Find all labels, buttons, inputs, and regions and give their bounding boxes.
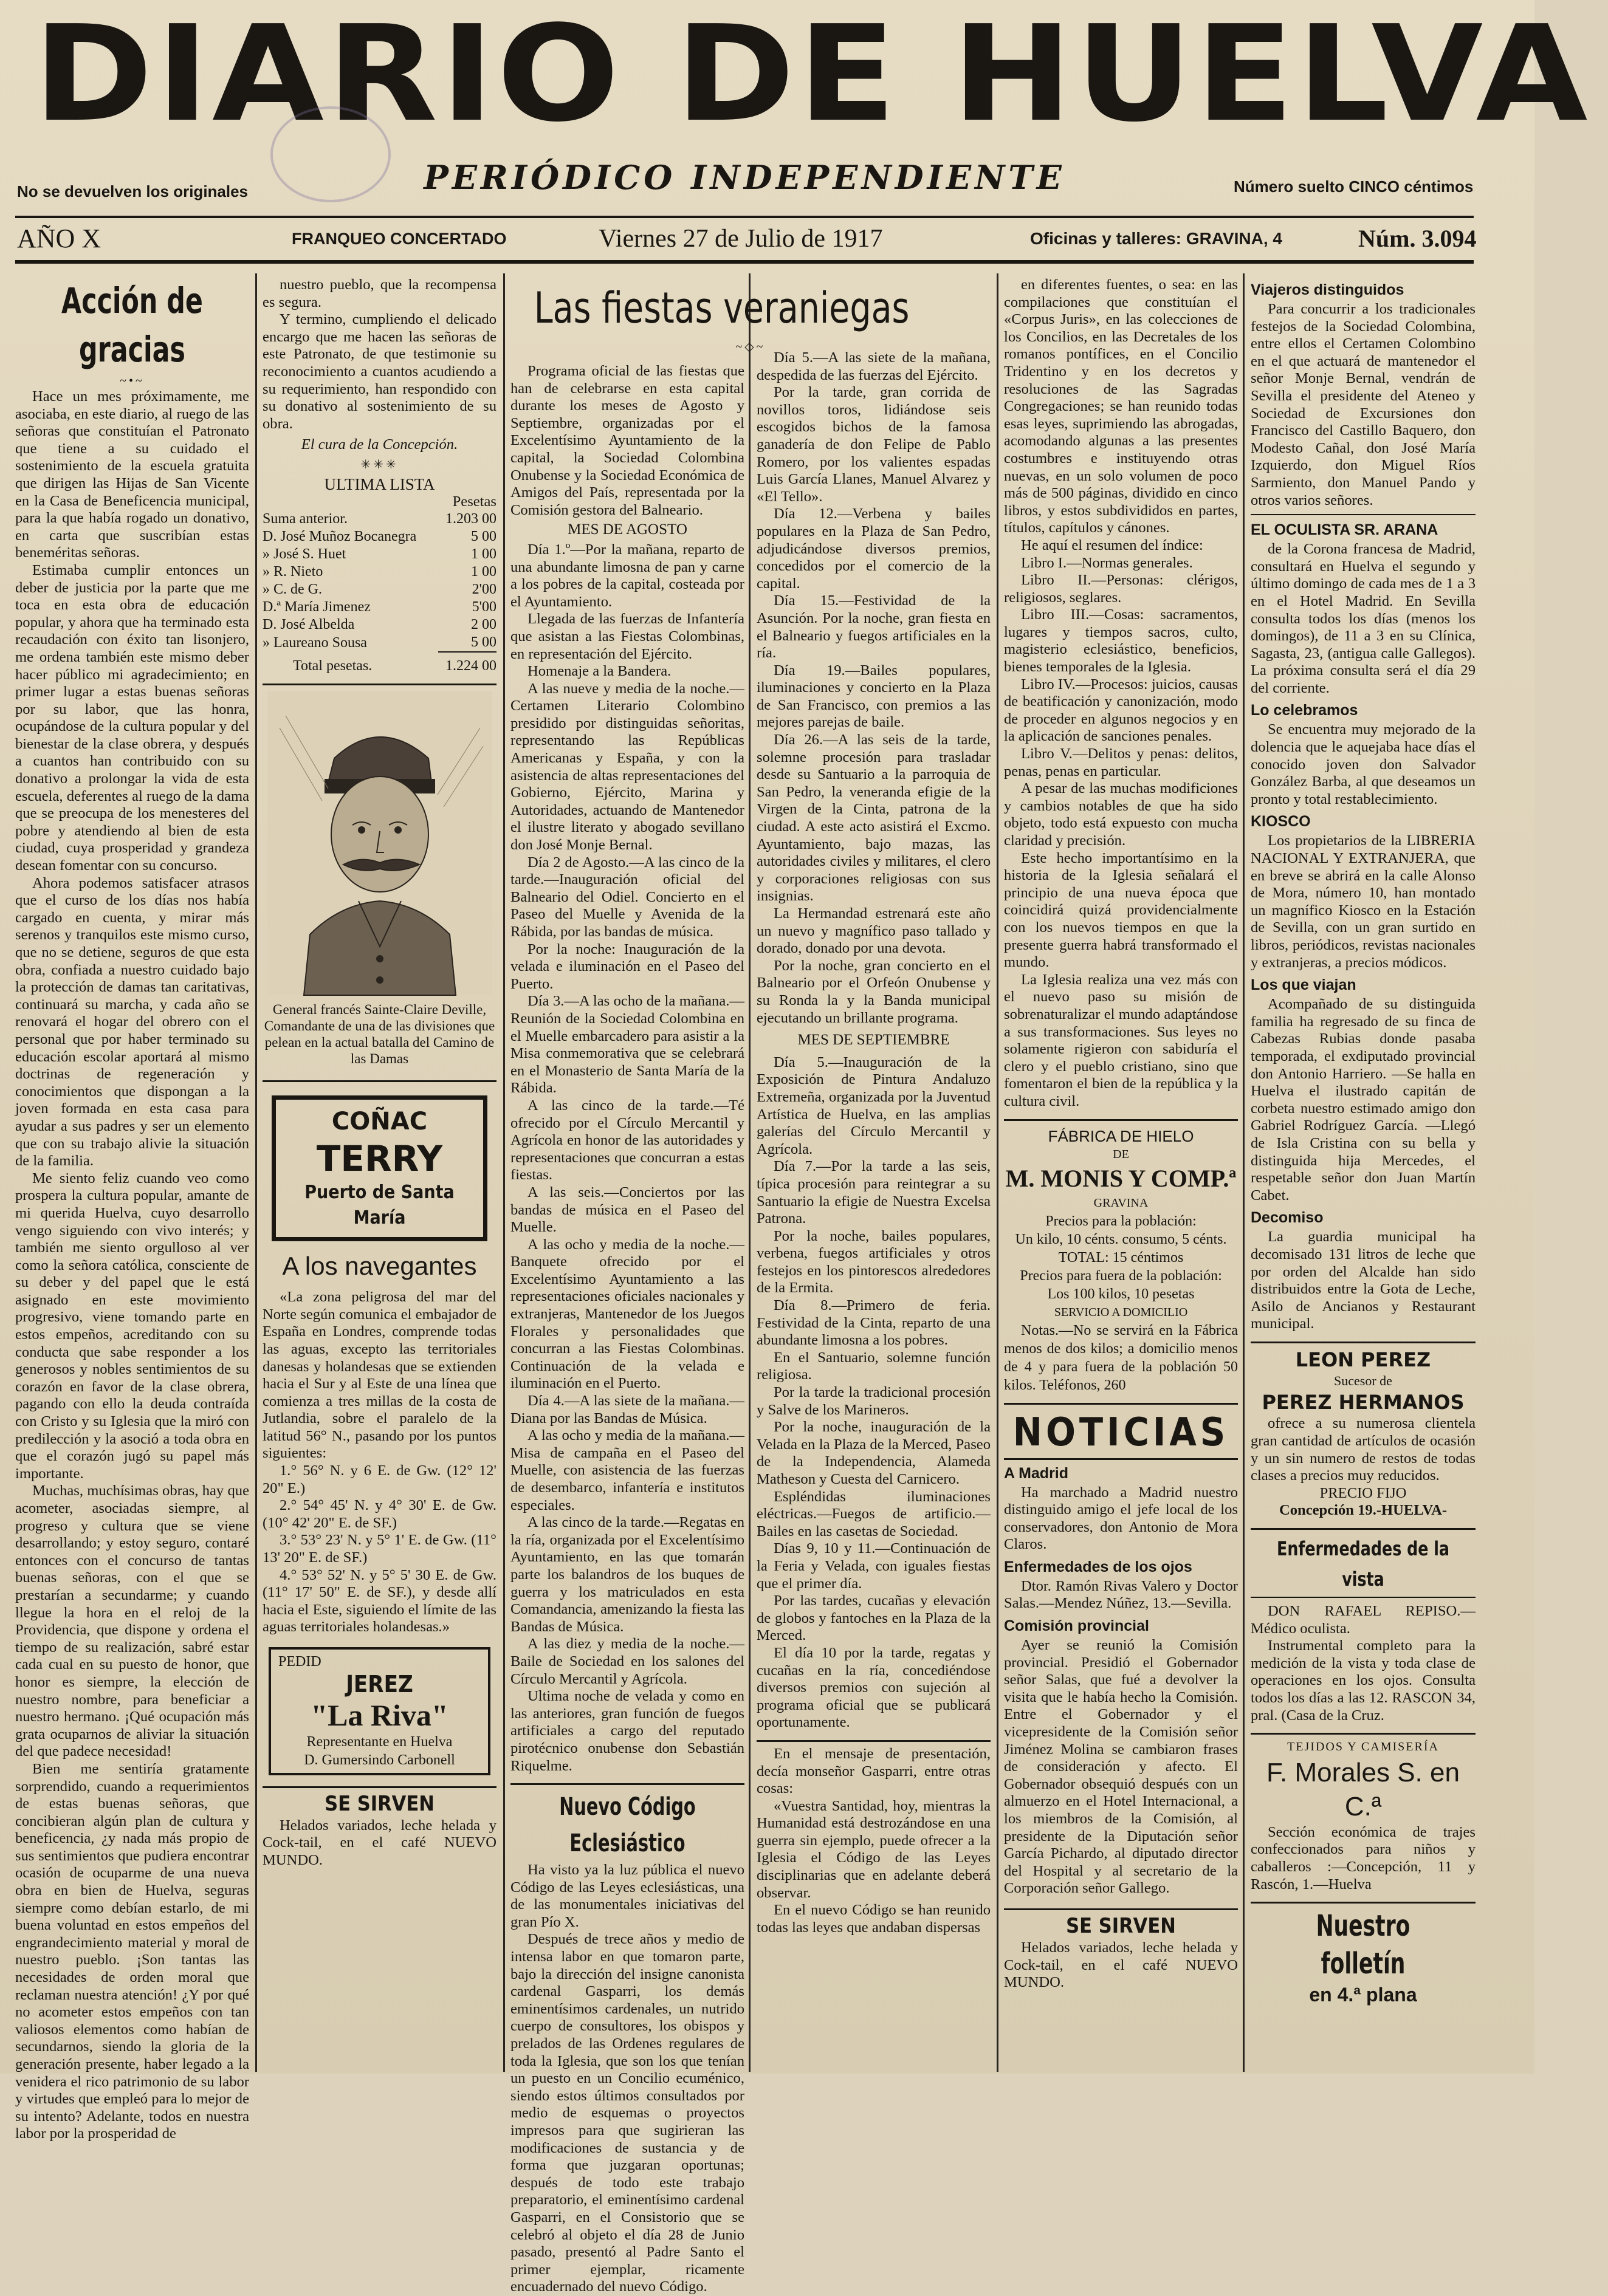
article-paragraph: Programa oficial de las fiestas que han de celebrarse en esta capital durante los meses de Agosto y Septiembre, organizadas por el Excelentísimo Ayuntamiento de la capital, la Sociedad Colombina Onubense y la Sociedad Económica de Amigos del País, representada por la Comisión gestora del Balneario.	[510, 363, 744, 518]
article-paragraph: «La zona peligrosa del mar del Norte según comunica el embajador de España en Londres, comprende todas las aguas, excepto las territoriales danesas y holandesas que se extienden hacia el Sur y al Este de una línea que comienza a tres millas de la costa de Jutlandia, sobre el paralelo de la latitud 56° N., pasando por los puntos siguientes:	[263, 1289, 496, 1462]
news-heading: Comisión provincial	[1004, 1617, 1149, 1635]
table-row	[263, 598, 496, 616]
total-label: Total pesetas.	[293, 657, 373, 674]
table-row	[263, 510, 496, 528]
ad-line: JEREZ	[346, 1670, 413, 1698]
coordinate-line: 1.° 56° N. y 6 E. de Gw. (12° 12' 20" E.)	[263, 1462, 496, 1496]
article-paragraph: Ahora podemos satisfacer atrasos que el curso de los días nos había cargado en cuenta, y mirar más serenos y tranquilos este mismo curso, que no se detiene, seguros de que esta obra, confiada a nuestro cuidado bajo la protección de damas tan caritativas, continuará su marcha, y cada año se renovará el hogar del obrero con el personal que por haber terminado su educación escolar aportará al mismo doctrinas de regeneración y conocimientos que dispongan a la joven formada en esta casa para ayudar a sus padres y ser un elemento que con su trabajo alivie la situación de la familia.	[15, 874, 249, 1170]
ad-line: Puerto de Santa María	[304, 1182, 455, 1229]
coordinate-line: 4.° 53° 52' N. y 5° 5' 30 E. de Gw. (11° 17' 50" E. de SF.), y desde allí hacia el Este, siguiendo el límite de las aguas territoriales holandesas.»	[263, 1566, 496, 1636]
news-text: de la Corona francesa de Madrid, consultará en Huelva el segundo y último domingo de cada mes de 1 a 3 en el Hotel Madrid. En Sevilla consulta todos los días (menos los domingos), de 11 a 3 en su Clínica, Sagasta, 23, (antigua calle Gallegos). La próxima consulta será el día 29 del corriente.	[1251, 541, 1476, 696]
article-paragraph: En el nuevo Código se han reunido todas las leyes que andaban dispersas	[757, 1902, 991, 1936]
article-paragraph: En el Santuario, solemne función religiosa.	[757, 1349, 991, 1383]
news-heading: Decomiso	[1251, 1209, 1324, 1227]
portrait-caption: General francés Sainte-Claire Deville, Comandante de una de las divisiones que pelean en la actual batalla del Camino de las Damas	[264, 1002, 495, 1067]
article-paragraph: La Iglesia realiza una vez más con el nuevo paso su misión de sobrenaturalizar el mundo adaptándose a sus transformaciones. Sus leyes no solamente rigieron con sabiduría el clero y el pueblo cristiano, sino que fomentaron el bien de la república y la cultura civil.	[1004, 971, 1238, 1109]
news-heading: Los que viajan	[1251, 976, 1356, 994]
ad-firm: PEREZ HERMANOS	[1262, 1391, 1465, 1414]
ad-firm: Nuestro folletín	[1316, 1909, 1410, 1981]
ad-line: Precios para fuera de la población:	[1020, 1267, 1222, 1284]
article-paragraph: A las seis.—Conciertos por las bandas de música en el Paseo del Muelle.	[510, 1184, 744, 1236]
ad-firm: M. MONIS Y COMP.ª	[1005, 1164, 1237, 1192]
column-2	[263, 276, 496, 1869]
ad-line: Instrumental completo para la medición de la vista y toda clase de operaciones en los ojos. Consulta todos los días a las 12. RASCON 34, pral. (Casa de la Cruz.	[1251, 1637, 1476, 1724]
table-row	[263, 563, 496, 581]
article-paragraph: El día 10 por la tarde, regatas y cucañas en la ría, concediéndose diversos premios con sujeción al programa oficial que se publicará oportunamente.	[757, 1644, 991, 1731]
news-text: Para concurrir a los tradicionales festejos de la Sociedad Colombina, entre ellos el Certamen Colombino en el que actuará de mantenedor el señor Monje Bernal, vendrán de Sevilla el presidente del Ateneo y Sociedad de Excursiones don Francisco del Castillo Baquero, don Modesto Cañal, don José María Izquierdo, don Miguel Ríos Sarmiento, don Manuel Pando y otros varios señores.	[1251, 301, 1476, 509]
article-paragraph: Libro V.—Delitos y penas: delitos, penas, penas en particular.	[1004, 745, 1238, 780]
article-paragraph: Día 4.—A las siete de la mañana.—Diana por las Bandas de Música.	[510, 1393, 744, 1427]
article-paragraph: Llegada de las fuerzas de Infantería que asistan a las Fiestas Colombinas, en representación del Ejército.	[510, 611, 744, 662]
ad-se-sirven-title: SE SIRVEN	[1066, 1913, 1176, 1938]
donor-amount: 1 00	[471, 546, 496, 563]
ad-se-sirven-text: Helados variados, leche helada y Cock-tail, en el café NUEVO MUNDO.	[263, 1817, 496, 1868]
article-paragraph: Día 7.—Por la tarde a las seis, típica procesión para reintegrar a su Santuario la efigie de Nuestra Excelsa Patrona.	[757, 1158, 991, 1227]
ad-line: GRAVINA	[1093, 1196, 1149, 1210]
article-paragraph: Libro II.—Personas: clérigos, religiosos, seglares.	[1004, 572, 1238, 606]
article-paragraph: Día 5.—Inauguración de la Exposición de Pintura Andaluzo Extremeña, organizada por la Juventud Artística de Huelva, en las amplias galerías del Círculo Mercantil y Agrícola.	[757, 1054, 991, 1157]
article-paragraph: Hace un mes próximamente, me asociaba, en este diario, al ruego de las señoras que constituían el Patronato que tiene a su cuidado el sostenimiento de la escuela gratuita que dirigen las Hijas de San Vicente en la Casa de Beneficencia municipal, para la que había rogado un donativo, en carta que suscribían estas beneméritas señoras.	[15, 388, 249, 561]
ad-line: PEDID	[278, 1654, 321, 1670]
headline-navegantes: A los navegantes	[282, 1252, 477, 1281]
column-1	[15, 276, 249, 2143]
coordinate-line: 3.° 53° 23' N. y 5° 1' E. de Gw. (11° 13' 20" E. de SF.)	[263, 1532, 496, 1566]
ad-fabrica-hielo	[1004, 1127, 1238, 1394]
masthead-title: DIARIO DE HUELVA	[33, 0, 1590, 151]
news-text: Los propietarios de la LIBRERIA NACIONAL Y EXTRANJERA, que en breve se abrirá en la calle Alonso de Mora, número 10, han montado un magnífico Kiosco en la Estación de Sevilla, con un gran surtido en libros, periódicos, revistas nacionales y extranjeras, a precios módicos.	[1251, 832, 1476, 971]
ad-line: Notas.—No se servirá en la Fábrica menos de dos kilos; a domicilio menos de 4 y para fuera de la población 50 kilos. Teléfonos, 260	[1004, 1322, 1238, 1393]
ad-leon-perez	[1251, 1347, 1476, 1520]
article-paragraph: Por las tardes, cucañas y elevación de globos y fantoches en la Plaza de la Merced.	[757, 1592, 991, 1644]
ad-line: ofrece a su numerosa clientela gran cantidad de artículos de ocasión y un sin numero de restos de todas clases a precios muy reducidos.	[1251, 1415, 1476, 1484]
ad-firm: F. Morales S. en C.ª	[1266, 1757, 1460, 1821]
article-paragraph: Por la noche, bailes populares, verbena, fuegos artificiales y otros festejos en los pintorescos alrededores de la Ermita.	[757, 1227, 991, 1297]
ad-line: FÁBRICA DE HIELO	[1048, 1126, 1194, 1145]
ad-conac-terry	[272, 1095, 487, 1241]
article-paragraph: Por la tarde la tradicional procesión y Salve de los Marineros.	[757, 1384, 991, 1418]
article-paragraph: Ultima noche de velada y como en las anteriores, gran función de fuegos artificiales a cargo del reputado pirotécnico onubense don Sebastián Riquelme.	[510, 1688, 744, 1774]
article-paragraph: A las ocho y media de la mañana.—Misa de campaña en el Paseo del Muelle, con asistencia de las fuerzas de desembarco, infantería e institutos especiales.	[510, 1427, 744, 1513]
table-row	[263, 616, 496, 634]
article-paragraph: Día 1.º—Por la mañana, reparto de una abundante limosna de pan y carne a los pobres de la capital, costeada por el Ayuntamiento.	[510, 541, 744, 610]
donor-name: Suma anterior.	[263, 511, 348, 527]
donor-amount: 5'00	[472, 599, 496, 615]
ad-brand: "La Riva"	[311, 1698, 448, 1732]
article-paragraph: «Vuestra Santidad, hoy, mientras la Humanidad está destrozándose en una guerra sin ejemplo, puede ofrecer a la Iglesia el Código de las Leyes disciplinarias que en adelante deberá observar.	[757, 1797, 991, 1901]
article-paragraph: He aquí el resumen del índice:	[1021, 536, 1203, 553]
table-row-total	[263, 652, 496, 675]
ad-line: Sucesor de	[1334, 1372, 1392, 1388]
donor-name: D. José Muñoz Bocanegra	[263, 529, 417, 545]
donor-name: » Laureano Sousa	[263, 634, 367, 651]
article-paragraph: A las ocho y media de la noche.—Banquete ofrecido por el Excelentísimo Ayuntamiento a las representaciones oficiales nacionales y extranjeras, Mantenedor de los Juegos Florales y personalidades que concurran a las Fiestas Colombinas. Continuación de la velada e iluminación en el Puerto.	[510, 1236, 744, 1392]
donor-amount: 1.203 00	[445, 511, 496, 527]
donor-name: » R. Nieto	[263, 564, 323, 580]
masthead-note-right: Número suelto CINCO céntimos	[1234, 177, 1474, 196]
postage-note: FRANQUEO CONCERTADO	[292, 230, 507, 248]
article-paragraph: Libro I.—Normas generales.	[1021, 554, 1193, 571]
column-4	[757, 349, 991, 1936]
table-row	[263, 546, 496, 563]
article-paragraph: Día 5.—A las siete de la mañana, despedida de las fuerzas del Ejército.	[757, 349, 991, 383]
article-paragraph: Me siento feliz cuando veo como prospera la cultura popular, amante de mi querida Huelva, cuyo desarrollo vengo siguiendo con vivo interés; y también me siento orgulloso al ver como la señora católica, consciente de su deber y del papel que le está asignado en este movimiento progresivo, viene tomando parte en estos empeños, acreditando con su conducta que sabe responder a los generosos y nobles sentimientos de su corazón en favor de la clase obrera, pagando con ello la deuda contraída con Cristo y su Iglesia que la miró con predilección y la asoció a toda obra en que el corazón jugó su papel más importante.	[15, 1170, 249, 1482]
news-heading: EL OCULISTA SR. ARANA	[1251, 521, 1438, 539]
donor-name: D.ª María Jimenez	[263, 599, 371, 615]
donation-currency: Pesetas	[452, 493, 496, 510]
column-rule	[997, 273, 998, 2072]
ad-line: Un kilo, 10 cénts. consumo, 5 cénts.	[1015, 1231, 1227, 1247]
masthead-rule-bottom	[15, 260, 1474, 264]
ad-line: Precios para la población:	[1045, 1213, 1197, 1229]
article-paragraph: Libro III.—Cosas: sacramentos, lugares y tiempos sacros, culto, magisterio eclesiástico, beneficios, bienes temporales de la Iglesia.	[1004, 606, 1238, 676]
ad-vista-title: Enfermedades de la vista	[1277, 1537, 1449, 1591]
donor-amount: 2'00	[472, 581, 496, 598]
news-text: Se encuentra muy mejorado de la dolencia que le aquejaba hace días el conocido joven don Salvador González Barba, al que deseamos un pronto y total restablecimiento.	[1251, 721, 1476, 807]
article-paragraph: Día 12.—Verbena y bailes populares en la Plaza de San Pedro, adjudicándose diversos premios, concedidos por el comercio de la capital.	[757, 505, 991, 592]
issue-year: AÑO X	[17, 224, 101, 253]
article-paragraph: Por la noche, inauguración de la Velada en la Plaza de la Merced, Paseo de la Independencia, Alameda Matheson y Cuesta del Carnicero.	[757, 1419, 991, 1487]
ad-line: COÑAC	[331, 1108, 428, 1136]
article-paragraph: en diferentes fuentes, o sea: en las compilaciones que constituían el «Corpus Juris», en las colecciones de los Concilios, en las Decretales de los romanos pontífices, en el Concilio Tridentino y en los decretos y resoluciones de las Sagradas Congregaciones; se han reunido todas esas leyes, suprimiendo las abrogadas, acomodando algunas a las presentes costumbres e instituyendo otras nuevas, en un solo volumen de poco más de 500 páginas, dividido en cinco libros, y estos subdivididos en partes, títulos, capítulos y cánones.	[1004, 276, 1238, 536]
article-paragraph: Libro IV.—Procesos: juicios, causas de beatificación y canonización, modo de proceder en algunos negocios y en la aplicación de sanciones penales.	[1004, 676, 1238, 745]
article-paragraph: Día 26.—A las seis de la tarde, solemne procesión para trasladar desde su Santuario a la parroquia de San Pedro, la veneranda efigie de la Virgen de la Cinta, patrona de la ciudad. A este acto asistirá el Excmo. Ayuntamiento, bajo mazas, las autoridades civiles y militares, el clero y corporaciones religiosas con sus insignias.	[757, 732, 991, 905]
headline-fiestas-veraniegas: Las fiestas veraniegas	[534, 283, 910, 333]
headline-codigo-eclesiastico: Nuevo Código Eclesiástico	[559, 1793, 696, 1858]
ornament: ~◇~	[735, 340, 766, 354]
article-paragraph: Ha visto ya la luz pública el nuevo Código de las Leyes eclesiásticas, una de las monumentales iniciativas del gran Pío X.	[510, 1862, 744, 1930]
donation-list-title: ULTIMA LISTA	[324, 475, 435, 493]
article-paragraph: Día 3.—A las ocho de la mañana.—Reunión de la Sociedad Colombina en el Muelle embarcadero para asistir a la Misa conmemorativa que se celebrará en el Monasterio de Santa María de la Rábida.	[510, 993, 744, 1097]
table-row	[263, 528, 496, 546]
article-paragraph: Estimaba cumplir entonces un deber de justicia por la parte que me toca en esta obra de educación popular, y ahora que ha terminado esta recaudación con éxito tan lisonjero, me ordena también este mismo deber hacer público mi agradecimiento; en primer lugar a estas buenas señoras por su labor, que las honra, ocupándose de la cultura popular y del bienestar de la clase obrera, y después a cuantos han contribuido con su donativo a prolongar la vida de esta escuela, deferentes al ruego de la dama que se preocupa de los menesteres del pobre y atendiendo al bien de esta ciudad, cuya prosperidad y grandeza desean fomentar con su concurso.	[15, 561, 249, 874]
ad-line: en 4.ª plana	[1309, 1984, 1417, 2006]
donor-amount: 1 00	[471, 564, 496, 580]
coordinate-line: 2.° 54° 45' N. y 4° 30' E. de Gw. (10° 42' 20" E. de SF.)	[263, 1497, 496, 1531]
news-text: Ha marchado a Madrid nuestro distinguido amigo el jefe local de los conservadores, don Antonio de Mora Claros.	[1004, 1484, 1238, 1553]
section-month-agosto: MES DE AGOSTO	[568, 521, 687, 538]
ad-line: DON RAFAEL REPISO.—Médico oculista.	[1251, 1603, 1476, 1637]
news-heading: A Madrid	[1004, 1464, 1069, 1482]
offices-address: Oficinas y talleres: GRAVINA, 4	[1030, 229, 1282, 248]
ornament: ~•~	[120, 374, 145, 388]
news-heading: Lo celebramos	[1251, 702, 1358, 719]
ad-se-sirven-text: Helados variados, leche helada y Cock-tail, en el café NUEVO MUNDO.	[1004, 1939, 1238, 1991]
donor-amount: 5 00	[471, 634, 496, 651]
issue-date: Viernes 27 de Julio de 1917	[599, 225, 883, 253]
column-5	[1004, 276, 1238, 1992]
news-text: Acompañado de su distinguida familia ha regresado de su finca de Cabezas Rubias donde pasaba temporada, el exdiputado provincial don Antonio Harriero. —Se halla en Huelva el ilustrado capitán de corbeta nuestro estimado amigo don Gabriel Rodríguez García. —Llegó de Isla Cristina con su bella y distinguida hija Mercedes, el respetable señor don Juan Martín Cabet.	[1251, 996, 1476, 1204]
masthead-subtitle: PERIÓDICO INDEPENDIENTE	[424, 158, 1065, 197]
column-rule	[1243, 273, 1245, 2072]
donor-name: » C. de G.	[263, 581, 322, 598]
article-paragraph: Este hecho importantísimo en la historia de la Iglesia señalará el principio de una nueva época que coincidirá quizá providencialmente con los nuevos tiempos en que la presente guerra habrá transformado el mundo.	[1004, 849, 1238, 971]
issue-number: Núm. 3.094	[1358, 225, 1477, 252]
ad-line: DE	[1113, 1147, 1129, 1161]
article-paragraph: A las diez y media de la noche.—Baile de Sociedad en los salones del Círculo Mercantil y Agrícola.	[510, 1636, 744, 1687]
ad-brand: TERRY	[316, 1138, 443, 1180]
article-paragraph: Muchas, muchísimas obras, hay que acometer, asociadas siempre, al progreso y cultura que se viene desarrollando; y estoy seguro, contaré entonces con el concurso de tantas buenas señoras, con el que se prestarían a secundarme; y cuando llegue la hora en el reloj de la Providencia, que dispone y ordena el tiempo de su realización, sabré estar cada cual en su puesto de honor, que honor es siempre, la elección de nuestro nombre, para beneficiar a nuestro hermano. ¡Qué ocupación más grata ocuparnos de aliviar la situación del que padece necesidad!	[15, 1482, 249, 1760]
article-paragraph: nuestro pueblo, que la recompensa es segura.	[263, 276, 496, 310]
article-paragraph: Por la noche: Inauguración de la velada e iluminación en el Paseo del Puerto.	[510, 941, 744, 992]
ad-line: SERVICIO A DOMICILIO	[1054, 1305, 1188, 1319]
ad-firm: LEON PEREZ	[1295, 1348, 1431, 1371]
headline-accion-gracias: Acción de gracias	[61, 280, 203, 370]
ad-line: D. Gumersindo Carbonell	[304, 1752, 455, 1768]
ad-se-sirven-title: SE SIRVEN	[325, 1791, 435, 1816]
column-rule	[749, 273, 751, 2072]
ad-line: Representante en Huelva	[306, 1733, 453, 1750]
ornament-stars: ✳✳✳	[360, 457, 399, 471]
news-text: Ayer se reunió la Comisión provincial. Presidió el Gobernador señor Salas, que fué a devolver la visita que le había hecho la Comisión. Entre el Gobernador y el vicepresidente de la Comisión señor Jiménez Molina se cambiaron frases de consideración y afecto. El Gobernador obsequió después con un almuerzo en el Hotel Internacional, a los miembros de la Comisión, al presidente de la Diputación señor García Pichardo, al diputado director del Hospital y al secretario de la Corporación señor Gallego.	[1004, 1637, 1238, 1897]
masthead-note-left: No se devuelven los originales	[17, 182, 249, 200]
section-month-septiembre: MES DE SEPTIEMBRE	[797, 1032, 950, 1049]
ad-line: PRECIO FIJO	[1319, 1484, 1407, 1501]
column-rule	[255, 273, 257, 2072]
donor-name: D. José Albelda	[263, 617, 355, 633]
ad-line: TEJIDOS Y CAMISERÍA	[1287, 1740, 1439, 1754]
article-paragraph: Días 9, 10 y 11.—Continuación de la Feria y Velada, con iguales fiestas que el primer día.	[757, 1540, 991, 1592]
article-paragraph: Homenaje a la Bandera.	[527, 663, 672, 680]
donor-amount: 5 00	[471, 529, 496, 545]
table-row	[263, 581, 496, 598]
ad-line: Concepción 19.-HUELVA-	[1279, 1502, 1448, 1519]
donation-table	[263, 510, 496, 675]
article-paragraph: Día 8.—Primero de feria. Festividad de la Cinta, reparto de una abundante limosna a los pobres.	[757, 1297, 991, 1349]
ad-line: Los 100 kilos, 10 pesetas	[1047, 1286, 1195, 1302]
masthead-rule-top	[15, 216, 1474, 218]
article-paragraph: Espléndidas iluminaciones eléctricas.—Fuegos de artificio.—Bailes en las casetas de Sociedad.	[757, 1488, 991, 1540]
article-paragraph: La Hermandad estrenará este año un nuevo y magnífico paso tallado y dorado, donado por una devota.	[757, 905, 991, 957]
ad-line: Sección económica de trajes confeccionados para niños y caballeros :—Concepción, 11 y Rascón, 1.—Huelva	[1251, 1823, 1476, 1893]
article-paragraph: Día 15.—Festividad de la Asunción. Por la noche, gran fiesta en el Balneario y fuegos artificiales en la ría.	[757, 592, 991, 662]
news-heading: Enfermedades de los ojos	[1004, 1558, 1192, 1575]
donor-amount: 2 00	[471, 617, 496, 633]
article-paragraph: A las cinco de la tarde.—Regatas en la ría, organizada por el Excelentísimo Ayuntamiento, en las que tomarán parte los balandros de los buques de guerra y los matriculados en esta Comandancia, amenizando la fiesta las Bandas de Música.	[510, 1514, 744, 1635]
article-paragraph: Por la tarde, gran corrida de novillos toros, lidiándose seis escogidos bichos de la famosa ganadería de don Felipe de Pablo Romero, por los valientes espadas Luis García Llanes, Manuel Alvarez y «El Tello».	[757, 384, 991, 505]
headline-noticias: NOTICIAS	[1004, 1407, 1238, 1460]
ad-jerez-la-riva	[269, 1647, 490, 1775]
article-paragraph: Después de trece años y medio de intensa labor en que tomaron parte, bajo la dirección del insigne canonista cardenal Gasparri, los demás eminentísimos cardenales, un nutrido cuerpo de consultores, los obispos y prelados de las Ordenes regulares de toda la Iglesia, que son los que tenían un puesto en un Concilio ecuménico, siendo estos últimos consultados por medio de esquemas o proyectos impresos para que sugirieran las modificaciones de sustancia y de forma que juzgaran oportunas; después de todo este trabajo preparatorio, el eminentísimo cardenal Gasparri, en el Consistorio que se celebró al objeto el día 28 de Junio pasado, presentó al Padre Santo el primer ejemplar, ricamente encuadernado del nuevo Código.	[510, 1931, 744, 2295]
news-text: La guardia municipal ha decomisado 131 litros de leche que por orden del Alcalde han sido distribuidos entre la Gota de Leche, Asilo de Ancianos y Restaurant municipal.	[1251, 1229, 1476, 1332]
column-6	[1251, 276, 1476, 2007]
news-text: Dtor. Ramón Rivas Valero y Doctor Salas.—Mendez Núñez, 13.—Sevilla.	[1004, 1577, 1238, 1612]
article-paragraph: Y termino, cumpliendo el delicado encargo que me hacen las señoras de este Patronato, de que testimonie su reconocimiento a cuantos acudiendo a su requerimiento, han respondido con su donativo al sostenimiento de su obra.	[263, 311, 496, 432]
article-paragraph: Día 19.—Bailes populares, iluminaciones y concierto en la Plaza de San Francisco, con premios a las mejores parejas de baile.	[757, 662, 991, 731]
article-paragraph: A las cinco de la tarde.—Té ofrecido por el Círculo Mercantil y Agrícola en honor de las autoridades y representaciones que concurran a estas fiestas.	[510, 1097, 744, 1184]
article-paragraph: Bien me sentiría gratamente sorprendido, cuando a requerimientos de estas buenas señoras, que concibieran algún plan de cultura y beneficencia, ¿y nada más propio de sus sentimientos que pudiera encontrar ocasión de ocuparme de una nueva obra en bien de Huelva, seguras siempre como debían estarlo, de mi buena voluntad en estos empeños del engrandecimiento material y moral de nuestro pueblo. ¡Son tantas las necesidades de orden moral que reclaman nuestra atención! ¿Y por qué no acometer estos empeños con tan valiosos elementos como habían de secundarnos, siendo la gloria de la generación presente, haber legado a la venidera el rico patrimonio de su labor y virtudes que empleó para lo mejor de su intento? Adelante, todos en nuestra labor por la prosperidad de	[15, 1760, 249, 2142]
table-row	[263, 634, 496, 652]
article-paragraph: A pesar de las muchas modificiones y cambios notables de que ha sido objeto, todo está expuesto con mucha claridad y precisión.	[1004, 780, 1238, 849]
article-signature: El cura de la Concepción.	[301, 436, 458, 453]
donor-name: » José S. Huet	[263, 546, 346, 563]
portrait-illustration	[267, 691, 492, 995]
news-heading: Viajeros distinguidos	[1251, 281, 1404, 298]
article-paragraph: Día 2 de Agosto.—A las cinco de la tarde.—Inauguración oficial del Balneario del Odiel. Concierto en el Paseo del Muelle y Avenida de la Rábida, por las bandas de música.	[510, 854, 744, 940]
column-rule	[503, 273, 505, 2072]
ad-folletin	[1251, 1907, 1476, 2007]
article-paragraph: A las nueve y media de la noche.—Certamen Literario Colombino presidido por distinguidas señoritas, representando las Repúblicas Americanas y España, y con la asistencia de altas representaciones del Gobierno, Ejército, Marina y Autoridades, actuando de Mantenedor el ilustre literato y abogado sevillano don José Monje Bernal.	[510, 680, 744, 854]
article-paragraph: Por la noche, gran concierto en el Balneario por el Orfeón Onubense y su Ronda la y la Banda municipal ejecutando un brillante programa.	[757, 957, 991, 1026]
ad-line: TOTAL: 15 céntimos	[1058, 1249, 1184, 1266]
total-amount: 1.224 00	[438, 652, 496, 675]
news-heading: KIOSCO	[1251, 813, 1311, 831]
ad-morales	[1251, 1738, 1476, 1893]
article-paragraph: En el mensaje de presentación, decía monseñor Gasparri, entre otras cosas:	[757, 1745, 991, 1797]
